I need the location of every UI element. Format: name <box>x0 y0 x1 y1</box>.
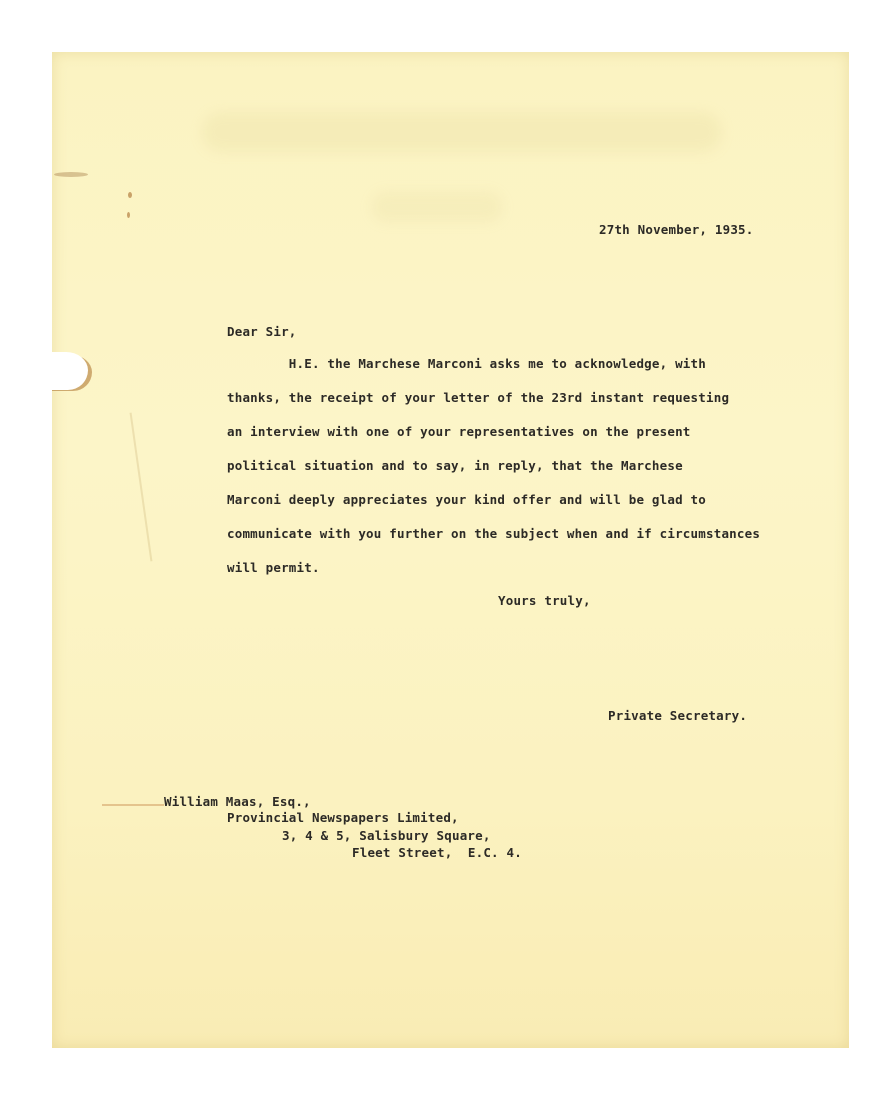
body-line: an interview with one of your representatives on the present <box>227 424 691 439</box>
faded-letterhead-sub <box>372 192 502 222</box>
body-line: H.E. the Marchese Marconi asks me to acknowledge, with <box>227 356 706 371</box>
signature-title: Private Secretary. <box>608 708 748 723</box>
letter-date: 27th November, 1935. <box>599 222 754 237</box>
rust-stain <box>128 192 132 198</box>
salutation: Dear Sir, <box>227 324 297 339</box>
body-line: will permit. <box>227 560 320 575</box>
body-line: communicate with you further on the subject when and if circumstances <box>227 526 761 541</box>
recipient-street: 3, 4 & 5, Salisbury Square, <box>282 828 491 843</box>
letter-page <box>52 52 849 1048</box>
recipient-name: William Maas, Esq., <box>164 794 311 809</box>
closing: Yours truly, <box>498 593 591 608</box>
body-line: political situation and to say, in reply, that the Marchese <box>227 458 683 473</box>
pencil-mark <box>102 804 164 806</box>
faded-letterhead <box>202 112 722 152</box>
body-line: thanks, the receipt of your letter of the 23rd instant requesting <box>227 390 730 405</box>
recipient-company: Provincial Newspapers Limited, <box>227 810 459 825</box>
torn-edge <box>52 352 88 390</box>
rust-stain <box>54 172 88 177</box>
paper-crease <box>130 413 153 562</box>
body-line: Marconi deeply appreciates your kind offer and will be glad to <box>227 492 706 507</box>
recipient-city: Fleet Street, E.C. 4. <box>352 845 522 860</box>
rust-stain <box>127 212 130 218</box>
